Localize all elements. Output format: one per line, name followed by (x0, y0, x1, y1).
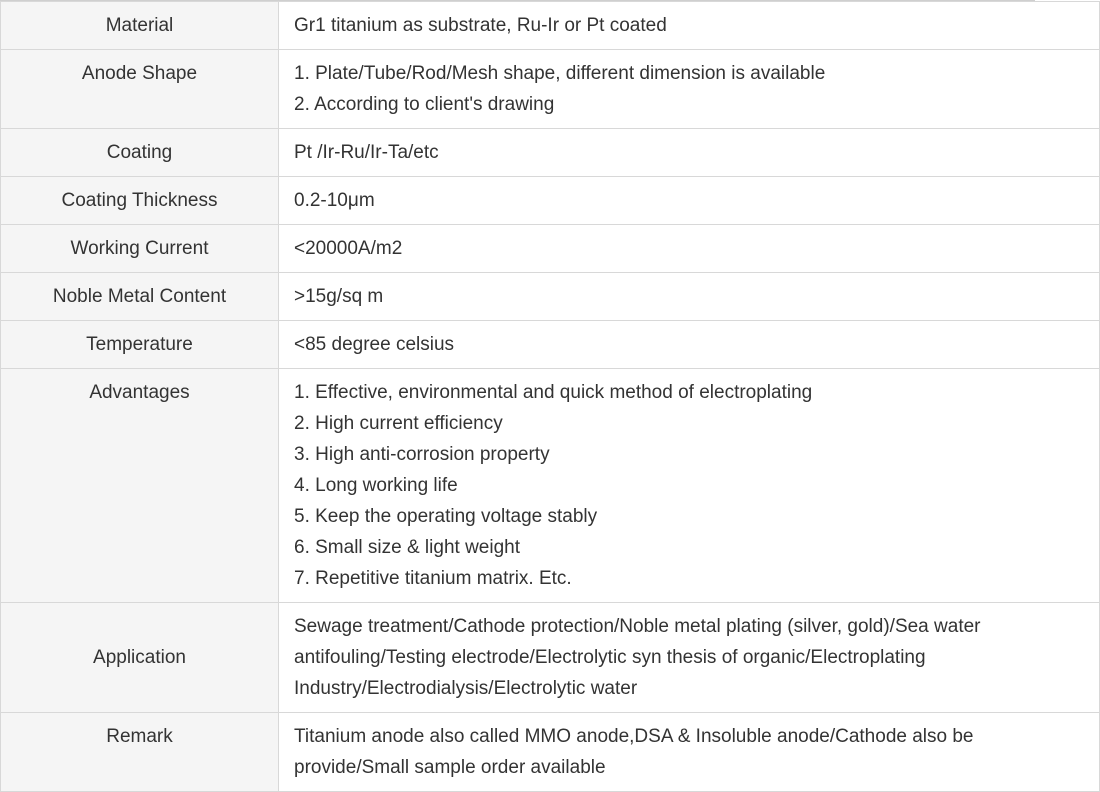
value-line: 2. According to client's drawing (294, 94, 555, 115)
row-label: Material (1, 2, 279, 50)
value-line: 3. High anti-corrosion property (294, 444, 550, 465)
table-row (1, 225, 1100, 273)
row-value (279, 177, 1100, 225)
row-label: Anode Shape (1, 50, 279, 129)
value-line: Sewage treatment/Cathode protection/Noble metal plating (silver, gold)/Sea water antifouling/Testing electrode/Electrolytic syn thesis of organic/Electroplating Industry/Electrodialysis/Electrolytic water (294, 616, 981, 699)
row-value (279, 369, 1100, 603)
row-label: Remark (1, 713, 279, 792)
table-row (1, 2, 1100, 50)
table-row (1, 369, 1100, 603)
value-line: 2. High current efficiency (294, 413, 503, 434)
value-line: 1. Effective, environmental and quick method of electroplating (294, 382, 813, 403)
table-row (1, 273, 1100, 321)
row-value (279, 273, 1100, 321)
value-line: <20000A/m2 (294, 238, 403, 259)
row-value (279, 50, 1100, 129)
row-label: Advantages (1, 369, 279, 603)
value-line: >15g/sq m (294, 286, 384, 307)
row-value (279, 321, 1100, 369)
row-value (279, 225, 1100, 273)
row-value (279, 713, 1100, 792)
table-row (1, 603, 1100, 713)
table-row (1, 50, 1100, 129)
value-line: Gr1 titanium as substrate, Ru-Ir or Pt coated (294, 15, 667, 36)
row-label: Coating Thickness (1, 177, 279, 225)
value-line: 5. Keep the operating voltage stably (294, 506, 598, 527)
row-label: Working Current (1, 225, 279, 273)
specification-table-body (1, 2, 1100, 792)
value-line: 1. Plate/Tube/Rod/Mesh shape, different dimension is available (294, 63, 826, 84)
row-label: Coating (1, 129, 279, 177)
table-row (1, 129, 1100, 177)
value-line: Titanium anode also called MMO anode,DSA & Insoluble anode/Cathode also be provide/Small sample order available (294, 726, 974, 778)
row-label: Temperature (1, 321, 279, 369)
specification-table (0, 1, 1100, 792)
row-label: Application (1, 603, 279, 713)
value-line: 7. Repetitive titanium matrix. Etc. (294, 568, 572, 589)
row-value (279, 2, 1100, 50)
value-line: 6. Small size & light weight (294, 537, 520, 558)
table-row (1, 321, 1100, 369)
table-row (1, 177, 1100, 225)
row-value (279, 603, 1100, 713)
row-value (279, 129, 1100, 177)
row-label: Noble Metal Content (1, 273, 279, 321)
value-line: <85 degree celsius (294, 334, 455, 355)
value-line: Pt /Ir-Ru/Ir-Ta/etc (294, 142, 439, 163)
value-line: 4. Long working life (294, 475, 458, 496)
table-row (1, 713, 1100, 792)
value-line: 0.2-10μm (294, 190, 375, 211)
